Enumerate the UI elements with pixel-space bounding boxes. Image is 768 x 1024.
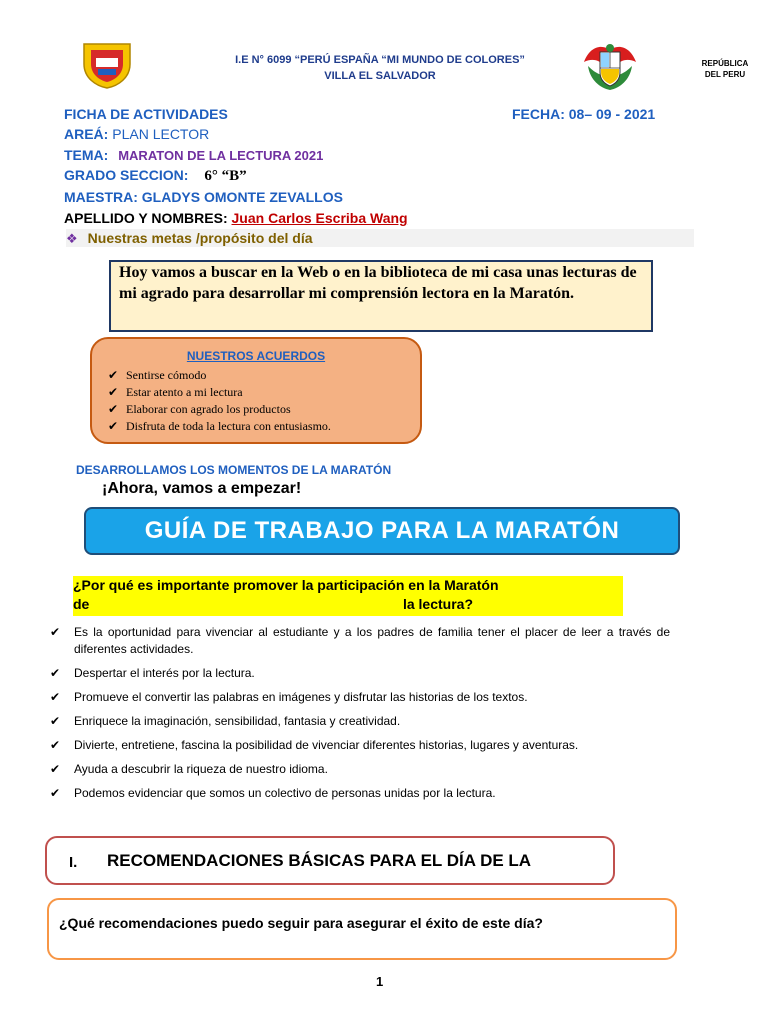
checkmark-icon: ✔ [50,625,61,639]
recomendaciones-box [45,836,615,885]
acuerdos-list [108,367,331,435]
checkmark-icon: ✔ [50,738,61,752]
republica-label [690,58,760,80]
checkmark-icon: ✔ [50,786,61,800]
acuerdo-item: ✔ Elaborar con agrado los productos [108,402,291,416]
ahora-heading: ¡Ahora, vamos a empezar! [102,480,302,497]
acuerdo-item: ✔ Disfruta de toda la lectura con entusiasmo. [108,419,331,433]
acuerdos-title: NUESTROS ACUERDOS [186,349,326,363]
reasons-list [50,624,670,809]
metas-heading [66,229,694,247]
list-item: ✔ Promueve el convertir las palabras en imágenes y disfrutar las historias de los textos. [50,690,528,704]
fecha: FECHA: 08– 09 - 2021 [512,106,656,122]
list-item: ✔ Podemos evidenciar que somos un colectivo de personas unidas por la lectura. [50,786,496,800]
list-item: ✔ Ayuda a descubrir la riqueza de nuestro idioma. [50,762,328,776]
page-number: 1 [376,974,384,989]
acuerdos-box [90,337,422,444]
proposito-box [109,260,653,332]
recomendaciones-question: ¿Qué recomendaciones puedo seguir para asegurar el éxito de este día? [59,915,543,931]
apellido-label: APELLIDO Y NOMBRES: [64,210,228,226]
school-logo [78,40,136,90]
pregunta-line1: ¿Por qué es importante promover la participación en la Maratón [73,577,499,593]
momentos-heading: DESARROLLAMOS LOS MOMENTOS DE LA MARATÓN [76,463,392,477]
checkmark-icon: ✔ [50,762,61,776]
republica-line1: REPÚBLICA [701,59,749,68]
list-item: ✔ Despertar el interés por la lectura. [50,666,255,680]
list-item: ✔ Es la oportunidad para vivenciar al estudiante y a los padres de familia tener el placer de leer a través de diferentes actividades. [50,625,670,656]
acuerdo-item: ✔ Estar atento a mi lectura [108,385,243,399]
pregunta-line2: de la lectura? [73,596,473,612]
tema-label: TEMA: [64,147,109,163]
acuerdo-item: ✔ Sentirse cómodo [108,368,207,382]
maestra-line: MAESTRA: GLADYS OMONTE ZEVALLOS [64,189,343,205]
checkmark-icon: ✔ [108,419,119,433]
metas-title: Nuestras metas /propósito del día [87,230,313,246]
apellido-value: Juan Carlos Escriba Wang [231,210,408,226]
peru-coat-of-arms [580,40,640,92]
school-name-line2: VILLA EL SALVADOR [324,70,436,82]
school-name [180,52,580,84]
proposito-text: Hoy vamos a buscar en la Web o en la biblioteca de mi casa unas lecturas de mi agrado para desarrollar mi comprensión lectora en la Maratón. [119,264,637,302]
grado-label: GRADO SECCION: [64,167,189,183]
checkmark-icon: ✔ [50,690,61,704]
area-value: PLAN LECTOR [112,126,210,142]
school-name-line1: I.E N° 6099 “PERÚ ESPAÑA “MI MUNDO DE COLORES” [235,54,525,66]
republica-line2: DEL PERU [704,70,746,79]
checkmark-icon: ✔ [108,402,119,416]
section-number: I. [69,854,78,871]
checkmark-icon: ✔ [108,385,119,399]
recomendaciones-question-box [47,898,677,960]
pregunta-highlight [73,576,623,616]
area-label: AREÁ: [64,126,109,142]
list-item: ✔ Enriquece la imaginación, sensibilidad, fantasia y creatividad. [50,714,401,728]
guia-banner: GUÍA DE TRABAJO PARA LA MARATÓN [84,507,680,555]
checkmark-icon: ✔ [108,368,119,382]
grado-value: 6° “B” [204,168,247,184]
checkmark-icon: ✔ [50,714,61,728]
ficha-title: FICHA DE ACTIVIDADES [64,106,228,122]
apellido-line [64,210,408,226]
tema-value: MARATON DE LA LECTURA 2021 [118,148,324,163]
area-line [64,126,209,142]
diamond-bullet-icon: ❖ [66,231,78,246]
checkmark-icon: ✔ [50,666,61,680]
list-item: ✔ Divierte, entretiene, fascina la posibilidad de vivenciar diferentes historias, lugares y aventuras. [50,738,579,752]
grado-line [64,167,247,185]
tema-line [64,147,323,163]
recomendaciones-title: RECOMENDACIONES BÁSICAS PARA EL DÍA DE LA [107,851,532,870]
